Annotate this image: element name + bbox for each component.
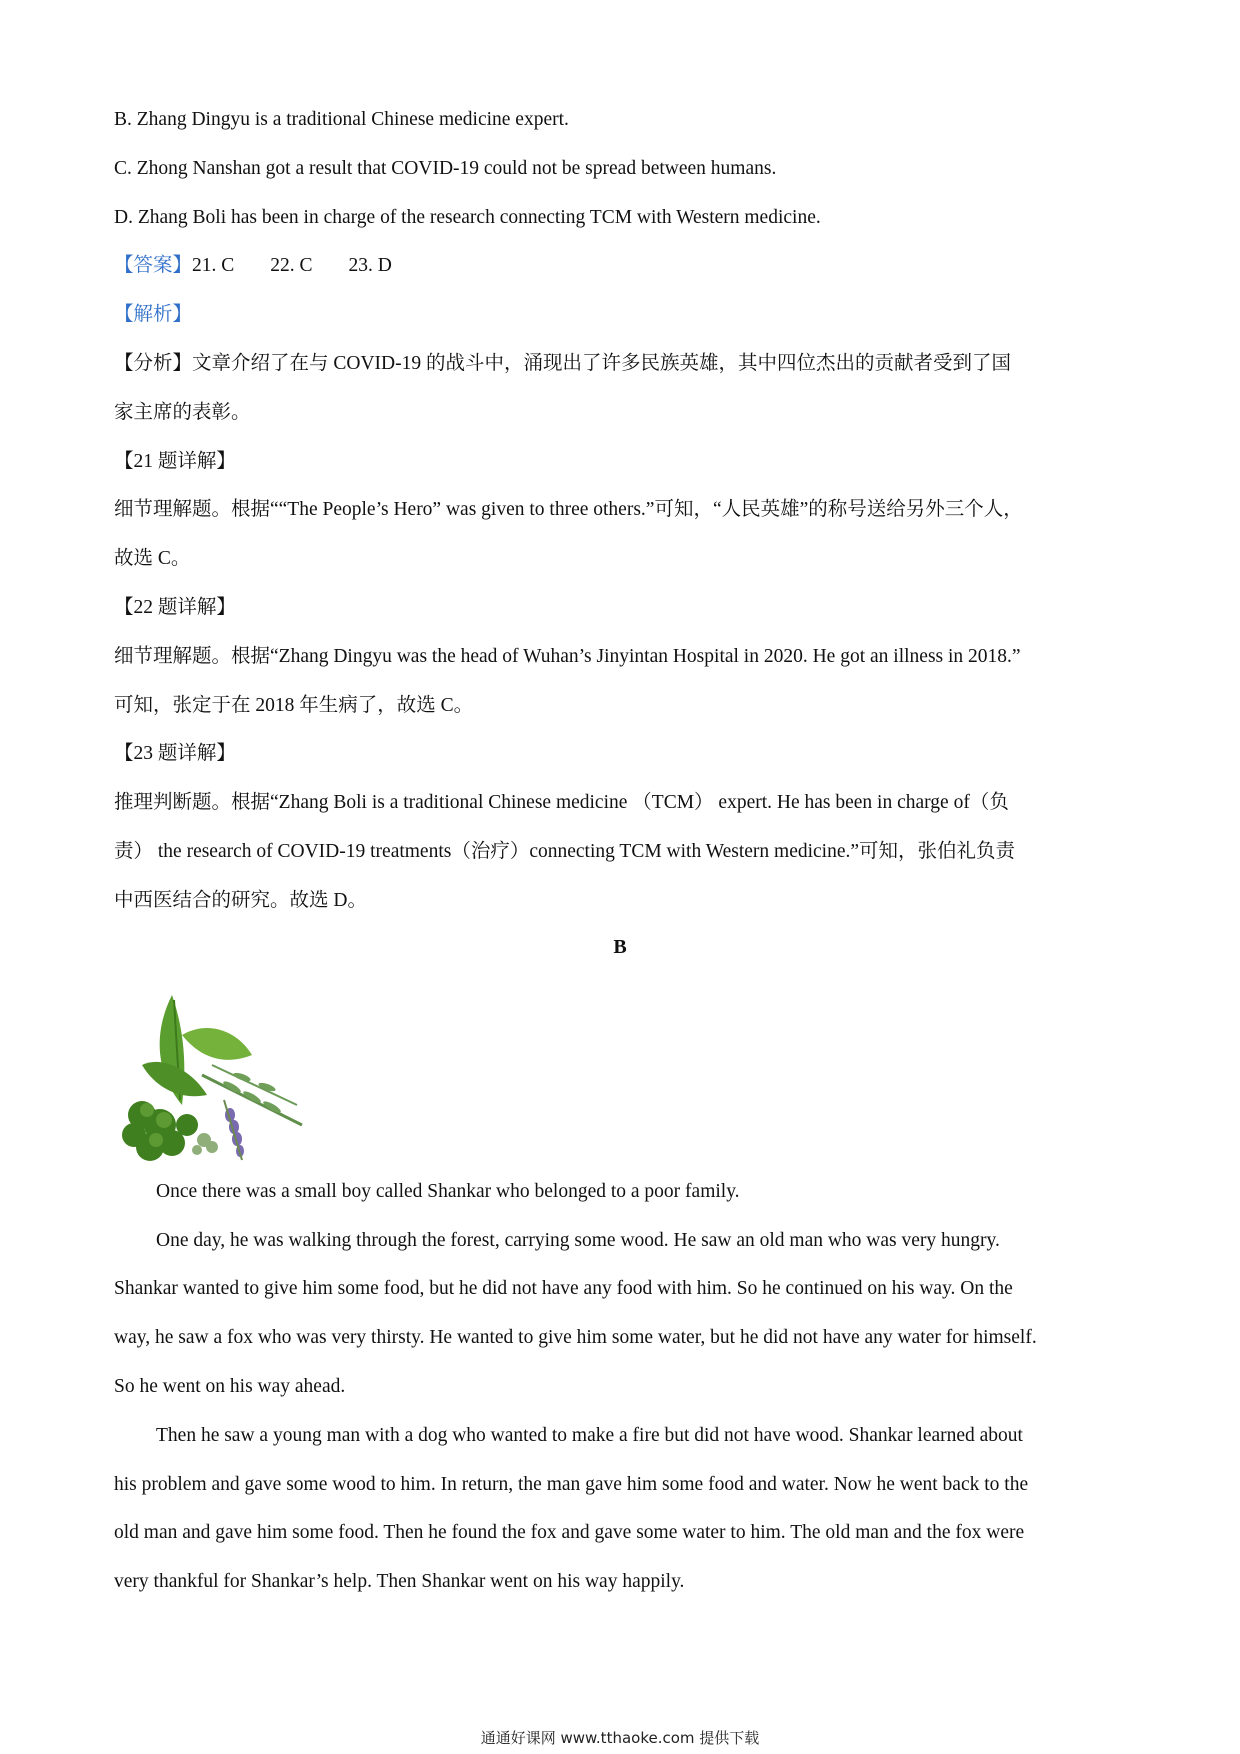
answer-21: 21. C — [192, 255, 235, 276]
q21-line-2: 故选 C。 — [114, 548, 191, 569]
passage-p3-line-4: very thankful for Shankar’s help. Then Shankar went on his way happily. — [114, 1571, 685, 1592]
q21-title: 【21 题详解】 — [114, 451, 236, 472]
passage-p3-line-3: old man and gave him some food. Then he found the fox and gave some water to him. The old man and the fox were — [114, 1522, 1025, 1543]
q22-line-2: 可知，张定于在 2018 年生病了，故选 C。 — [114, 695, 474, 716]
option-b: B. Zhang Dingyu is a traditional Chinese medicine expert. — [114, 109, 569, 130]
analysis-label: 【解析】 — [114, 304, 193, 325]
answer-23: 23. D — [348, 255, 392, 276]
answer-label: 【答案】 — [114, 255, 193, 276]
section-heading-b: B — [613, 936, 627, 958]
passage-p2-line-1: One day, he was walking through the forest, carrying some wood. He saw an old man who was very hungry. — [156, 1230, 1000, 1251]
passage-p3-line-1: Then he saw a young man with a dog who wanted to make a fire but did not have wood. Shankar learned about — [156, 1425, 1023, 1446]
answer-22: 22. C — [270, 255, 313, 276]
q23-line-3: 中西医结合的研究。故选 D。 — [114, 890, 367, 911]
q23-line-1: 推理判断题。根据“Zhang Boli is a traditional Chinese medicine （TCM） expert. He has been in charge of（负 — [114, 792, 1009, 813]
passage-p2-line-2: Shankar wanted to give him some food, but he did not have any food with him. So he continued on his way. On the — [114, 1278, 1013, 1299]
analysis-line-1: 【分析】文章介绍了在与 COVID-19 的战斗中，涌现出了许多民族英雄，其中四位杰出的贡献者受到了国 — [114, 353, 1011, 374]
passage-p3-line-2: his problem and gave some wood to him. In return, the man gave him some food and water. Now he went back to the — [114, 1474, 1029, 1495]
option-c: C. Zhong Nanshan got a result that COVID-19 could not be spread between humans. — [114, 158, 777, 179]
option-d: D. Zhang Boli has been in charge of the research connecting TCM with Western medicine. — [114, 207, 821, 228]
passage-p2-line-4: So he went on his way ahead. — [114, 1376, 346, 1397]
q23-line-2: 责） the research of COVID-19 treatments（治疗）connecting TCM with Western medicine.”可知，张伯礼负责 — [114, 841, 1016, 862]
q22-title: 【22 题详解】 — [114, 597, 236, 618]
answer-line — [114, 253, 1130, 279]
analysis-line-2: 家主席的表彰。 — [114, 402, 251, 423]
herbs-image — [112, 975, 312, 1167]
passage-p2-line-3: way, he saw a fox who was very thirsty. He wanted to give him some water, but he did not have any water for himself. — [114, 1327, 1037, 1348]
page-footer: 通通好课网 www.tthaoke.com 提供下载 — [480, 1729, 760, 1747]
q21-line-1: 细节理解题。根据““The People’s Hero” was given to three others.”可知，“人民英雄”的称号送给另外三个人， — [114, 499, 1023, 520]
q22-line-1: 细节理解题。根据“Zhang Dingyu was the head of Wuhan’s Jinyintan Hospital in 2020. He got an illness in 2018.” — [114, 646, 1021, 667]
q23-title: 【23 题详解】 — [114, 743, 236, 764]
passage-p1: Once there was a small boy called Shankar who belonged to a poor family. — [156, 1181, 740, 1202]
